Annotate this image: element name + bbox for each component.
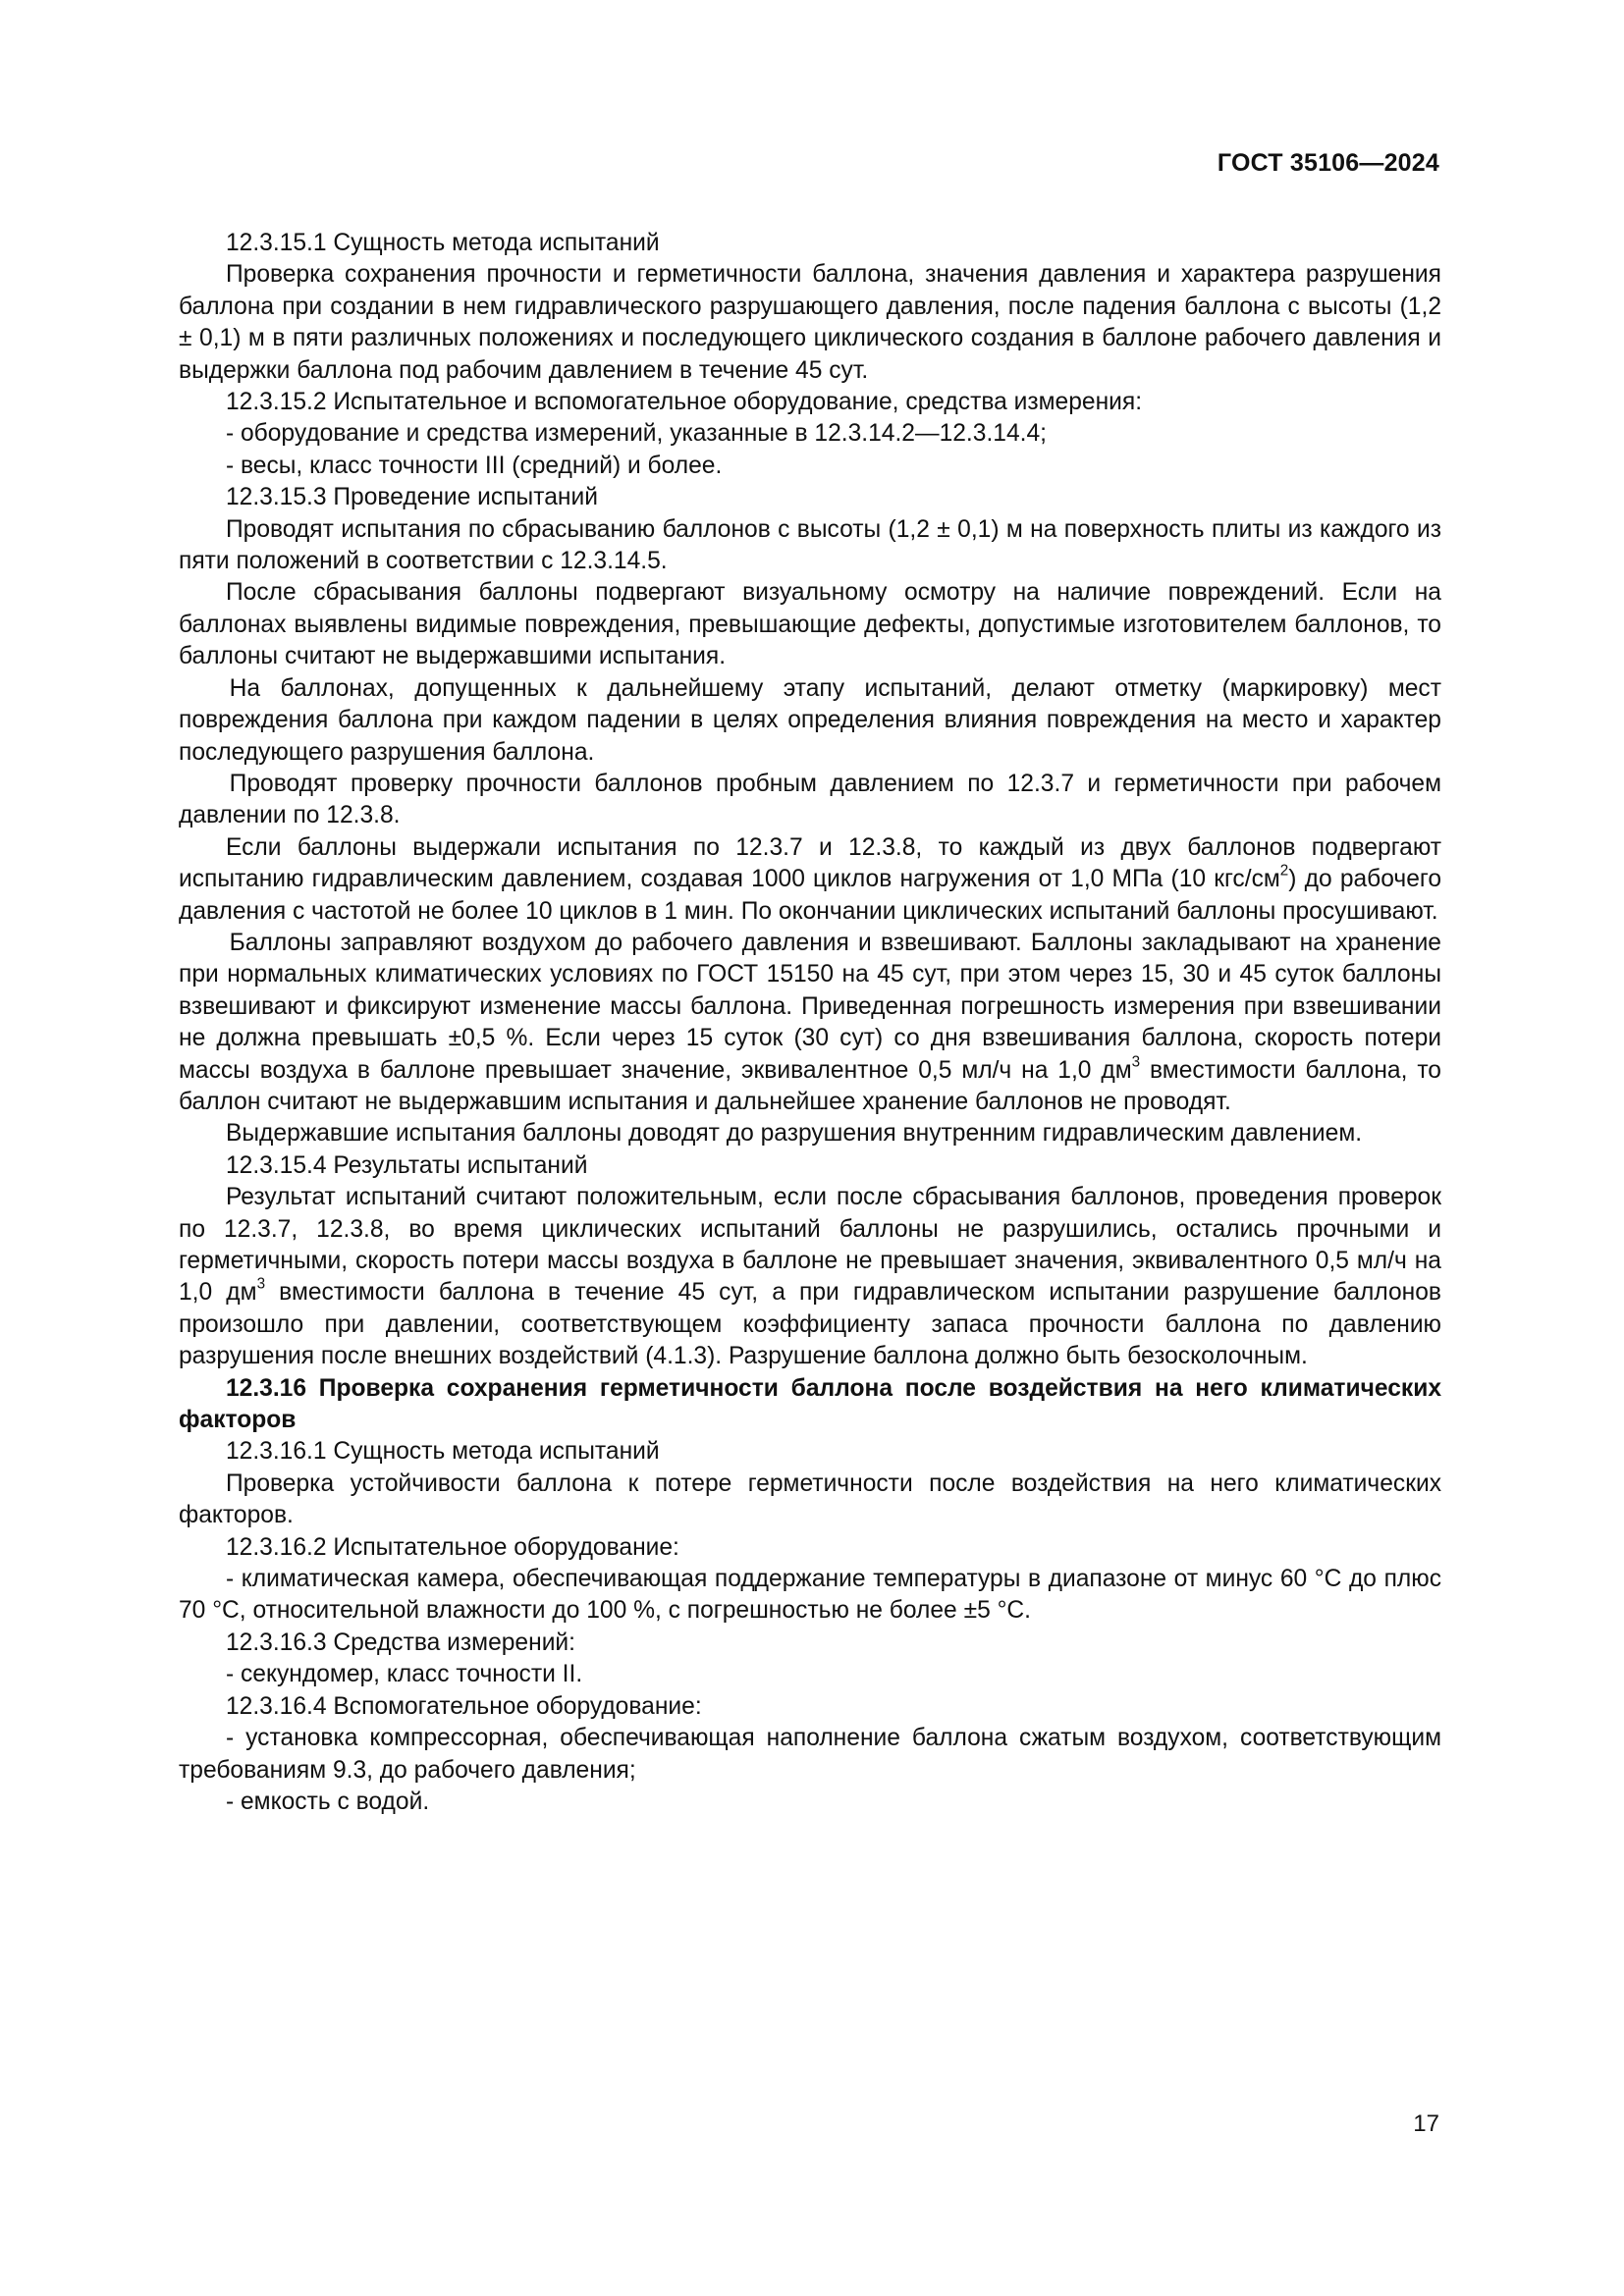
list-item: - секундомер, класс точности II. bbox=[225, 1661, 583, 1688]
subsection-heading-12-3-16-2: 12.3.16.2 Испытательное оборудование: bbox=[225, 1533, 679, 1561]
subsection-heading-12-3-15-2: 12.3.15.2 Испытательное и вспомогательное оборудование, средства измерения: bbox=[225, 389, 1143, 416]
subsection-heading-12-3-15-3: 12.3.15.3 Проведение испытаний bbox=[225, 484, 598, 511]
subsection-heading-12-3-15-1: 12.3.15.1 Сущность метода испытаний bbox=[225, 230, 660, 256]
subsection-heading-12-3-15-4: 12.3.15.4 Результаты испытаний bbox=[225, 1151, 588, 1179]
paragraph-text: вместимости баллона, то баллон считают не выдержавшим испытания и дальнейшее хранение баллонов не проводят. bbox=[179, 1056, 1441, 1115]
paragraph: Проводят проверку прочности баллонов пробным давлением по 12.3.7 и герметичности при рабочем давлении по 12.3.8. bbox=[179, 770, 1441, 829]
paragraph: Проводят испытания по сбрасыванию баллонов с высоты (1,2 ± 0,1) м на поверхность плиты из каждого из пяти положений в соответствии с 12.3.14.5. bbox=[179, 515, 1441, 575]
paragraph: На баллонах, допущенных к дальнейшему этапу испытаний, делают отметку (маркировку) мест повреждения баллона при каждом падении в целях определения влияния повреждения на место и характер последующего разрушения баллона. bbox=[179, 674, 1441, 766]
subsection-heading-12-3-16-3: 12.3.16.3 Средства измерений: bbox=[225, 1629, 576, 1656]
subsection-heading-12-3-16-4: 12.3.16.4 Вспомогательное оборудование: bbox=[225, 1692, 702, 1720]
subsection-heading-12-3-16-1: 12.3.16.1 Сущность метода испытаний bbox=[225, 1438, 660, 1466]
paragraph-text: вместимости баллона в течение 45 сут, а при гидравлическом испытании разрушение баллонов произошло при давлении, соответствующем коэффициенту запаса прочности баллона по давлению разрушения после внешних воздействий (4.1.3). Разрушение баллона должно быть безосколочным. bbox=[179, 1279, 1442, 1370]
paragraph-text: Баллоны заправляют воздухом до рабочего давления и взвешивают. Баллоны закладывают на хранение при нормальных климатических условиях по ГОСТ 15150 на 45 сут, при этом через 15, 30 и 45 суток баллоны взвешивают и фиксируют изменение массы баллона. Приведенная погрешность измерения при взвешивании не должна превышать ±0,5 %. Если через 15 суток (30 сут) со дня взвешивания баллона, скорость потери массы воздуха в баллоне превышает значение, эквивалентное 0,5 мл/ч на 1,0 дм bbox=[179, 929, 1441, 1084]
list-item: - весы, класс точности III (средний) и более. bbox=[225, 452, 723, 479]
paragraph-text: Если баллоны выдержали испытания по 12.3.7 и 12.3.8, то каждый из двух баллонов подвергают испытанию гидравлическим давлением, создавая 1000 циклов нагружения от 1,0 МПа (10 кгс/см bbox=[179, 833, 1441, 893]
document-header: ГОСТ 35106—2024 bbox=[1217, 149, 1439, 177]
list-item: - климатическая камера, обеспечивающая поддержание температуры в диапазоне от минус 60 °С до плюс 70 °С, относительной влажности до 100 %, с погрешностью не более ±5 °С. bbox=[179, 1566, 1441, 1625]
list-item: - установка компрессорная, обеспечивающая наполнение баллона сжатым воздухом, соответствующим требованиям 9.3, до рабочего давления; bbox=[179, 1725, 1441, 1784]
superscript: 3 bbox=[256, 1275, 266, 1293]
superscript: 2 bbox=[1279, 862, 1289, 880]
paragraph: Выдержавшие испытания баллоны доводят до разрушения внутренним гидравлическим давлением. bbox=[225, 1120, 1363, 1148]
paragraph: Проверка устойчивости баллона к потере герметичности после воздействия на него климатических факторов. bbox=[179, 1469, 1441, 1529]
paragraph-results bbox=[179, 1182, 1441, 1372]
paragraph: После сбрасывания баллоны подвергают визуальному осмотру на наличие повреждений. Если на баллонах выявлены видимые повреждения, превышающие дефекты, допустимые изготовителем баллонов, то баллоны считают не выдержавшими испытания. bbox=[179, 579, 1441, 670]
document-body bbox=[179, 228, 1441, 1818]
paragraph-text: Результат испытаний считают положительным, если после сбрасывания баллонов, проведения проверок по 12.3.7, 12.3.8, во время циклических испытаний баллоны не разрушились, остались прочными и герметичными, скорость потери массы воздуха в баллоне не превышает значения, эквивалентного 0,5 мл/ч на 1,0 дм bbox=[179, 1184, 1441, 1307]
superscript: 3 bbox=[1131, 1053, 1141, 1071]
paragraph-cyclic-test bbox=[179, 832, 1441, 928]
page-number: 17 bbox=[1413, 2110, 1439, 2137]
paragraph-storage-weighing bbox=[179, 928, 1441, 1118]
list-item: - оборудование и средства измерений, указанные в 12.3.14.2—12.3.14.4; bbox=[225, 420, 1047, 448]
section-heading-12-3-16: 12.3.16 Проверка сохранения герметичности баллона после воздействия на него климатических факторов bbox=[179, 1374, 1441, 1434]
paragraph-text: ) до рабочего давления с частотой не более 10 циклов в 1 мин. По окончании циклических испытаний баллоны просушивают. bbox=[179, 866, 1442, 925]
paragraph-method-essence: Проверка сохранения прочности и герметичности баллона, значения давления и характера разрушения баллона при создании в нем гидравлического разрушающего давления, после падения баллона с высоты (1,2 ± 0,1) м в пяти различных положениях и последующего циклического создания в баллоне рабочего давления и выдержки баллона под рабочим давлением в течение 45 сут. bbox=[179, 261, 1441, 384]
list-item: - емкость с водой. bbox=[225, 1788, 430, 1815]
